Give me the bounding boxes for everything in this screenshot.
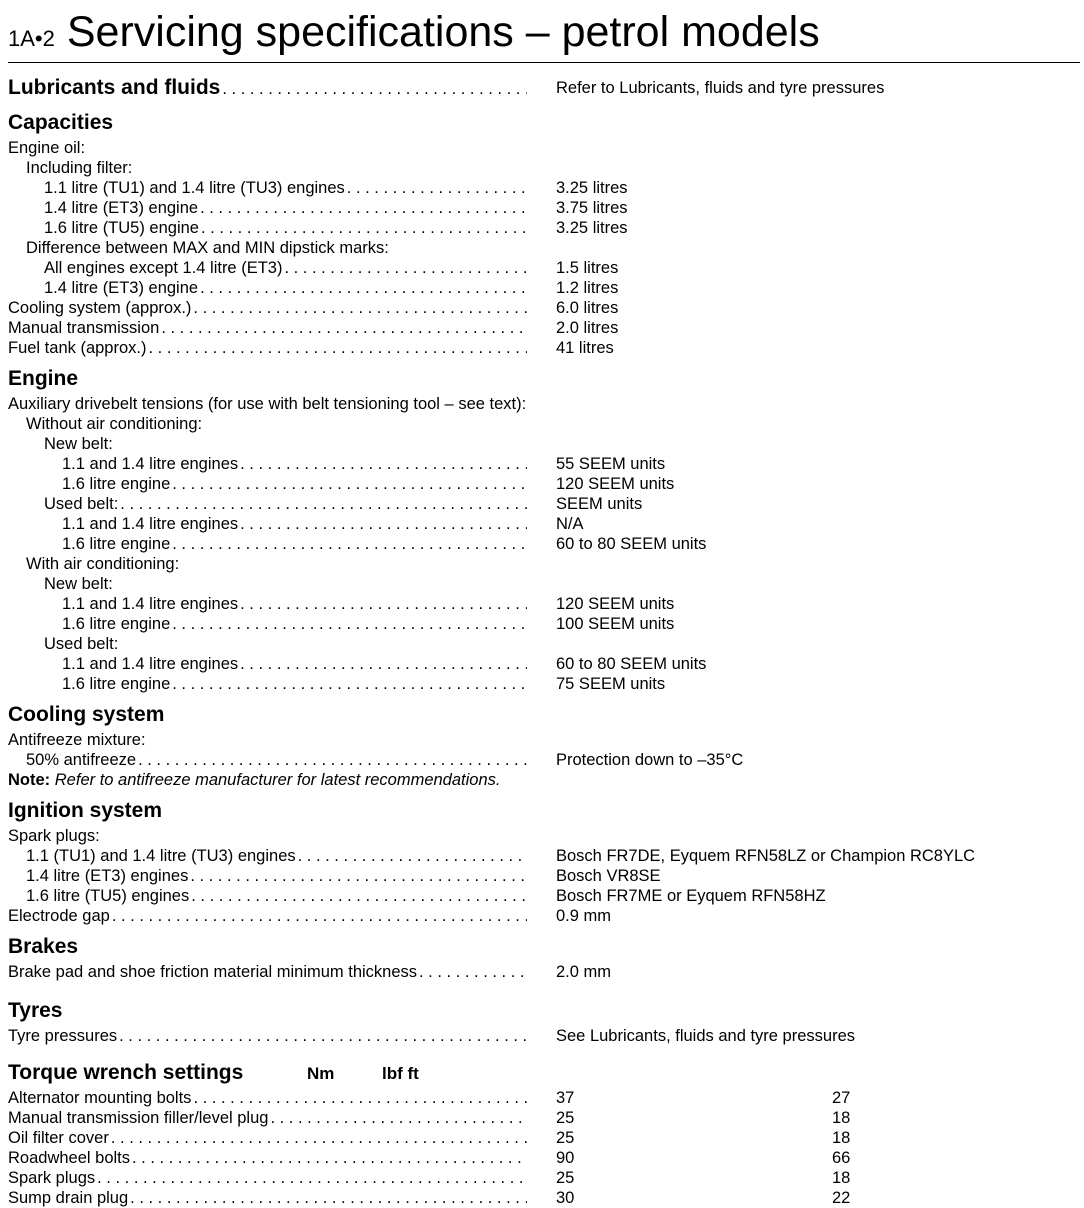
nm-value: 25 <box>556 1109 575 1127</box>
spec-label: 1.1 and 1.4 litre engines . . . <box>8 594 527 614</box>
spec-label: All engines except 1.4 litre (ET3) . . . <box>8 258 527 278</box>
spec-label: New belt: <box>44 435 113 453</box>
spec-value: 60 to 80 SEEM units <box>556 655 707 673</box>
spec-value: 0.9 mm <box>556 907 612 925</box>
spec-value: 6.0 litres <box>556 299 619 317</box>
engine-heading: Engine <box>8 367 79 390</box>
spec-value: 2.0 mm <box>556 963 612 981</box>
spec-label: 1.6 litre (TU5) engines . . . <box>8 886 527 906</box>
spec-label: 1.4 litre (ET3) engine . . . <box>8 198 527 218</box>
specifications-body <box>8 74 1080 1208</box>
spec-label: Spark plugs . . . <box>8 1168 527 1188</box>
spec-row <box>8 454 1080 474</box>
spec-value: N/A <box>556 515 584 533</box>
spec-label: Including filter: <box>26 159 133 177</box>
brakes-heading: Brakes <box>8 935 79 958</box>
spec-value: Protection down to –35°C <box>556 751 744 769</box>
spec-label: Manual transmission . . . <box>8 318 527 338</box>
spec-value: 3.25 litres <box>556 219 628 237</box>
spec-label: Used belt: . . . <box>8 494 527 514</box>
torque-row <box>8 1128 1080 1148</box>
spec-label: 1.6 litre engine . . . <box>8 674 527 694</box>
spec-row <box>8 474 1080 494</box>
spec-label: Cooling system (approx.) . . . <box>8 298 527 318</box>
spec-label: Auxiliary drivebelt tensions (for use with belt tensioning tool – see text): <box>8 395 527 413</box>
spec-row <box>8 338 1080 358</box>
spec-label: Roadwheel bolts . . . <box>8 1148 527 1168</box>
torque-row <box>8 1108 1080 1128</box>
spec-row <box>8 594 1080 614</box>
spec-label: New belt: <box>44 575 113 593</box>
spec-row <box>8 574 1080 594</box>
nm-value: 30 <box>556 1189 575 1207</box>
spec-value: SEEM units <box>556 495 643 513</box>
torque-row <box>8 1088 1080 1108</box>
spec-label: 1.4 litre (ET3) engines . . . <box>8 866 527 886</box>
spec-row <box>8 158 1080 178</box>
lbf-value: 27 <box>832 1089 851 1107</box>
ignition-heading: Ignition system <box>8 799 163 822</box>
note-label: Note: <box>8 771 51 789</box>
spec-label: 1.6 litre engine . . . <box>8 534 527 554</box>
spec-label: Fuel tank (approx.) . . . <box>8 338 527 358</box>
column-header-nm: Nm <box>307 1064 335 1083</box>
spec-value: 120 SEEM units <box>556 475 675 493</box>
torque-heading: Torque wrench settings Nm lbf ft <box>8 1058 1080 1088</box>
nm-value: 37 <box>556 1089 575 1107</box>
spec-label: 1.6 litre engine . . . <box>8 474 527 494</box>
spec-row <box>8 1026 1080 1046</box>
spec-row <box>8 654 1080 674</box>
spec-row <box>8 514 1080 534</box>
spec-value: See Lubricants, fluids and tyre pressures <box>556 1027 855 1045</box>
spec-row <box>8 906 1080 926</box>
spec-value: 3.75 litres <box>556 199 628 217</box>
antifreeze-note <box>8 770 1080 790</box>
spec-label: 1.1 and 1.4 litre engines . . . <box>8 514 527 534</box>
spec-row <box>8 178 1080 198</box>
spec-value: 41 litres <box>556 339 614 357</box>
spec-row <box>8 826 1080 846</box>
lubricants-value: Refer to Lubricants, fluids and tyre pressures <box>556 79 885 97</box>
cooling-heading: Cooling system <box>8 703 165 726</box>
spec-value: Bosch FR7ME or Eyquem RFN58HZ <box>556 887 826 905</box>
spec-label: With air conditioning: <box>26 555 180 573</box>
lbf-value: 66 <box>832 1149 851 1167</box>
torque-row <box>8 1188 1080 1208</box>
spec-row <box>8 886 1080 906</box>
spec-value: 1.5 litres <box>556 259 619 277</box>
spec-value: 1.2 litres <box>556 279 619 297</box>
spec-label: 1.6 litre (TU5) engine . . . <box>8 218 527 238</box>
nm-value: 25 <box>556 1169 575 1187</box>
spec-label: Manual transmission filler/level plug . . . <box>8 1108 527 1128</box>
spec-label: Used belt: <box>44 635 119 653</box>
spec-row <box>8 238 1080 258</box>
spec-label: 1.6 litre engine . . . <box>8 614 527 634</box>
spec-row <box>8 198 1080 218</box>
nm-value: 90 <box>556 1149 575 1167</box>
spec-row <box>8 750 1080 770</box>
spec-label: Oil filter cover . . . <box>8 1128 527 1148</box>
spec-value: 120 SEEM units <box>556 595 675 613</box>
spec-value: 2.0 litres <box>556 319 619 337</box>
spec-row <box>8 866 1080 886</box>
spec-label: Brake pad and shoe friction material minimum thickness . . . <box>8 962 527 982</box>
spec-row <box>8 218 1080 238</box>
spec-row <box>8 138 1080 158</box>
spec-row <box>8 394 1080 414</box>
torque-row <box>8 1168 1080 1188</box>
tyres-heading: Tyres <box>8 999 63 1022</box>
spec-label: Without air conditioning: <box>26 415 203 433</box>
spec-value: 60 to 80 SEEM units <box>556 535 707 553</box>
spec-row <box>8 730 1080 750</box>
spec-value: 55 SEEM units <box>556 455 666 473</box>
spec-value: Bosch FR7DE, Eyquem RFN58LZ or Champion RC8YLC <box>556 847 976 865</box>
spec-row <box>8 846 1080 866</box>
header-divider <box>8 62 1080 63</box>
capacities-heading: Capacities <box>8 111 114 134</box>
spec-row <box>8 434 1080 454</box>
page-title: Servicing specifications – petrol models <box>66 8 820 56</box>
lbf-value: 18 <box>832 1109 851 1127</box>
spec-row <box>8 554 1080 574</box>
nm-value: 25 <box>556 1129 575 1147</box>
spec-label: 1.1 and 1.4 litre engines . . . <box>8 454 527 474</box>
spec-value: 3.25 litres <box>556 179 628 197</box>
spec-label: Spark plugs: <box>8 827 100 845</box>
spec-row <box>8 962 1080 982</box>
page-reference: 1A•2 <box>8 26 55 51</box>
spec-value: 100 SEEM units <box>556 615 675 633</box>
spec-label: Engine oil: <box>8 139 86 157</box>
lbf-value: 22 <box>832 1189 851 1207</box>
spec-row <box>8 258 1080 278</box>
lbf-value: 18 <box>832 1169 851 1187</box>
spec-row <box>8 494 1080 514</box>
lubricants-row <box>8 74 1080 102</box>
spec-row <box>8 674 1080 694</box>
spec-label: 1.1 and 1.4 litre engines . . . <box>8 654 527 674</box>
spec-row <box>8 298 1080 318</box>
lubricants-label: Lubricants and fluids . . . <box>8 74 527 103</box>
spec-row <box>8 614 1080 634</box>
spec-label: Difference between MAX and MIN dipstick marks: <box>26 239 389 257</box>
spec-value: 75 SEEM units <box>556 675 666 693</box>
spec-value: Bosch VR8SE <box>556 867 661 885</box>
spec-row <box>8 318 1080 338</box>
spec-label: 1.4 litre (ET3) engine . . . <box>8 278 527 298</box>
spec-row <box>8 278 1080 298</box>
spec-row <box>8 634 1080 654</box>
spec-row <box>8 534 1080 554</box>
spec-label: Antifreeze mixture: <box>8 731 146 749</box>
lbf-value: 18 <box>832 1129 851 1147</box>
spec-label: 1.1 litre (TU1) and 1.4 litre (TU3) engines . . . <box>8 178 527 198</box>
spec-label: 1.1 (TU1) and 1.4 litre (TU3) engines . . . <box>8 846 527 866</box>
page-header <box>8 8 1080 60</box>
spec-label: Alternator mounting bolts . . . <box>8 1088 527 1108</box>
spec-label: Tyre pressures . . . <box>8 1026 527 1046</box>
spec-label: Sump drain plug . . . <box>8 1188 527 1208</box>
note-text: Refer to antifreeze manufacturer for latest recommendations. <box>54 771 501 789</box>
torque-row <box>8 1148 1080 1168</box>
column-header-lbf: lbf ft <box>382 1064 419 1083</box>
spec-row <box>8 414 1080 434</box>
spec-label: 50% antifreeze . . . <box>8 750 527 770</box>
spec-label: Electrode gap . . . <box>8 906 527 926</box>
